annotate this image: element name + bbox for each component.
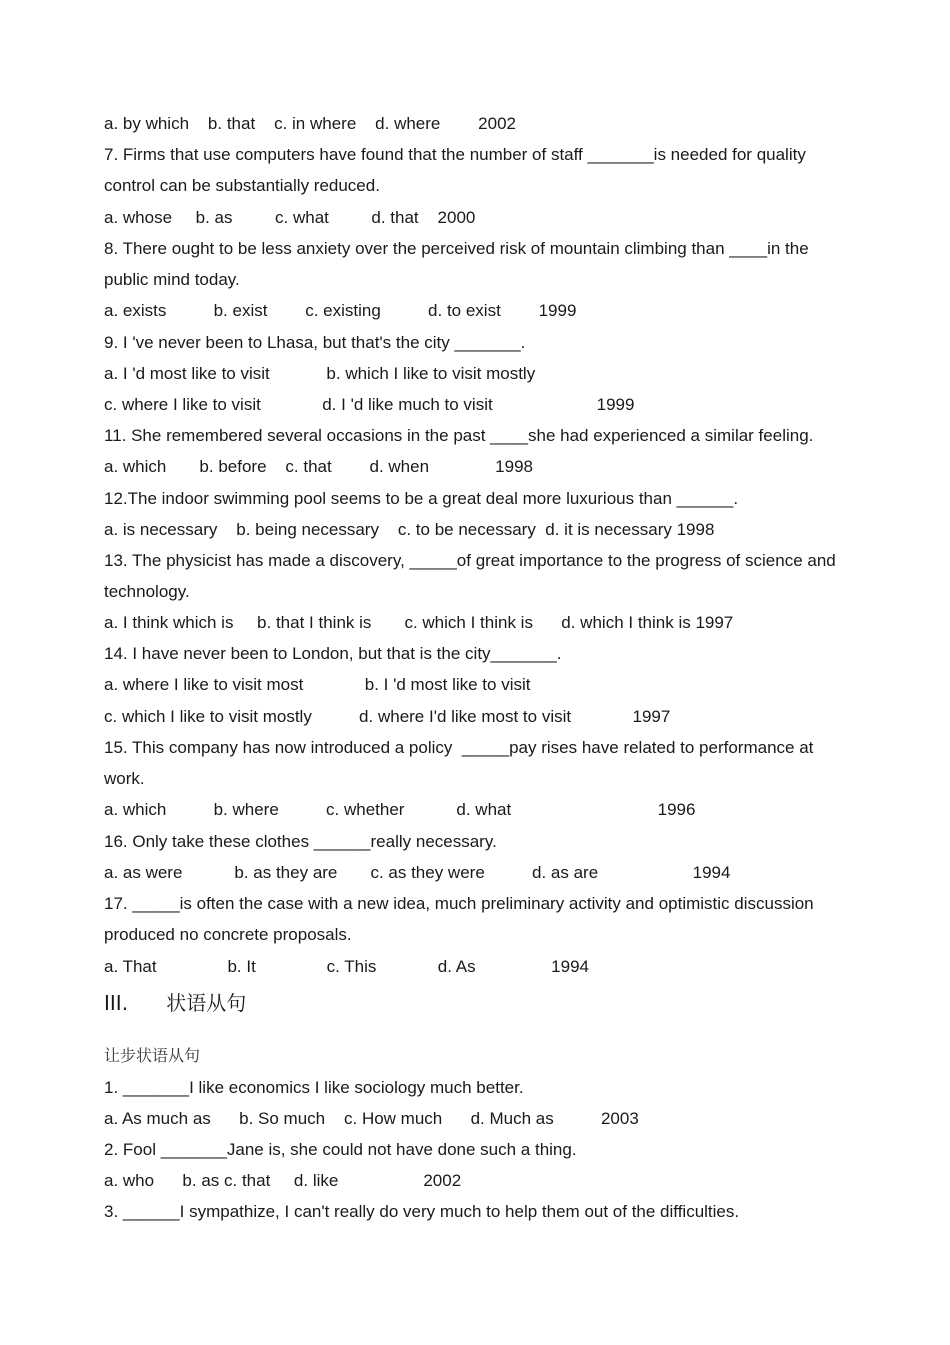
text-line: a. is necessary b. being necessary c. to be necessary d. it is necessary 1998 [104, 520, 715, 539]
text-line: c. which I like to visit mostly d. where I'd like most to visit 1997 [104, 707, 671, 726]
text-line: a. which b. where c. whether d. what 1996 [104, 800, 696, 819]
text-line: a. where I like to visit most b. I 'd most like to visit [104, 675, 531, 694]
text-line: 3. ______I sympathize, I can't really do very much to help them out of the difficulties. [104, 1202, 740, 1221]
text-line: 11. She remembered several occasions in the past ____she had experienced a similar feeling. [104, 426, 814, 445]
text-line: 2. Fool _______Jane is, she could not have done such a thing. [104, 1140, 577, 1159]
text-line: a. which b. before c. that d. when 1998 [104, 457, 533, 476]
text-line: a. whose b. as c. what d. that 2000 [104, 208, 476, 227]
text-line: produced no concrete proposals. [104, 925, 352, 944]
text-line: a. That b. It c. This d. As 1994 [104, 957, 589, 976]
text-line: 1. _______I like economics I like sociology much better. [104, 1078, 524, 1097]
text-line: 13. The physicist has made a discovery, _____of great importance to the progress of science and [104, 551, 836, 570]
text-line: 7. Firms that use computers have found that the number of staff _______is needed for quality [104, 145, 806, 164]
text-line: 15. This company has now introduced a policy _____pay rises have related to performance at [104, 738, 814, 757]
text-line: 14. I have never been to London, but that is the city_______. [104, 644, 562, 663]
text-line: a. As much as b. So much c. How much d. Much as 2003 [104, 1109, 639, 1128]
text-line: 17. _____is often the case with a new idea, much preliminary activity and optimistic discussion [104, 894, 814, 913]
text-line: 16. Only take these clothes ______really necessary. [104, 832, 497, 851]
text-line: work. [104, 769, 145, 788]
text-line: a. exists b. exist c. existing d. to exist 1999 [104, 301, 577, 320]
text-line: a. who b. as c. that d. like 2002 [104, 1171, 462, 1190]
text-line: 9. I 've never been to Lhasa, but that's the city _______. [104, 333, 526, 352]
text-line: 12.The indoor swimming pool seems to be a great deal more luxurious than ______. [104, 489, 739, 508]
text-line: technology. [104, 582, 190, 601]
section-heading: III. 状语从句 [104, 991, 247, 1015]
text-line: a. as were b. as they are c. as they were d. as are 1994 [104, 863, 731, 882]
subsection-heading: 让步状语从句 [104, 1046, 201, 1065]
text-line: public mind today. [104, 270, 240, 289]
text-line: a. by which b. that c. in where d. where 2002 [104, 114, 516, 133]
text-line: a. I think which is b. that I think is c. which I think is d. which I think is 1997 [104, 613, 734, 632]
text-line: a. I 'd most like to visit b. which I like to visit mostly [104, 364, 536, 383]
text-line: c. where I like to visit d. I 'd like much to visit 1999 [104, 395, 635, 414]
text-line: control can be substantially reduced. [104, 176, 380, 195]
text-line: 8. There ought to be less anxiety over the perceived risk of mountain climbing than ____in the [104, 239, 809, 258]
